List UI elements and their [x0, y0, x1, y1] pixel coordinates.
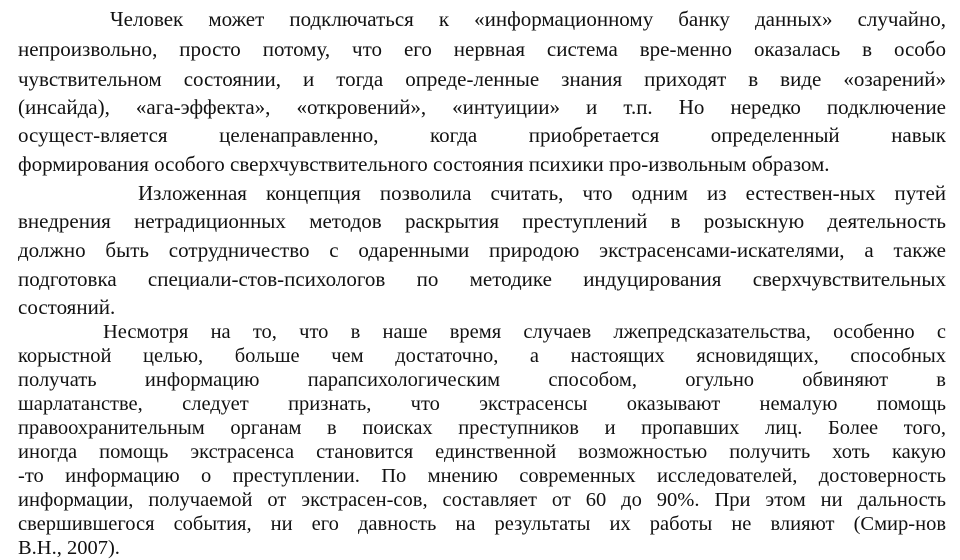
text-line: осущест-вляется целенаправленно, когда приобретается определенный навык	[18, 123, 946, 147]
text-line: правоохранительным органам в поисках преступников и пропавших лиц. Более того,	[18, 417, 946, 439]
text-line: чувствительном состоянии, и тогда опреде-ленные знания приходят в виде «озарений»	[18, 67, 946, 91]
text-line: подготовка специали-стов-психологов по методике индуцирования сверхчувствительных	[18, 267, 946, 291]
text-line: (инсайда), «ага-эффекта», «откровений», «интуиции» и т.п. Но нередко подключение	[18, 95, 946, 119]
text-line: В.Н., 2007).	[18, 537, 120, 559]
text-line: свершившегося события, ни его давность на результаты их работы не влияют (Смир-нов	[18, 513, 946, 535]
text-line: -то информацию о преступлении. По мнению современных исследователей, достоверность	[18, 465, 946, 487]
text-line: состояний.	[18, 295, 116, 319]
text-line: получать информацию парапсихологическим способом, огульно обвиняют в	[18, 369, 946, 391]
text-line: Изложенная концепция позволила считать, что одним из естествен-ных путей	[138, 181, 946, 205]
text-line: корыстной целью, больше чем достаточно, а настоящих ясновидящих, способных	[18, 345, 946, 367]
text-line: должно быть сотрудничество с одаренными природою экстрасенсами-искателями, а также	[18, 238, 946, 262]
text-line: непроизвольно, просто потому, что его нервная система вре-менно оказалась в особо	[18, 37, 946, 61]
text-line: иногда помощь экстрасенса становится единственной возможностью получить хоть какую	[18, 441, 946, 463]
text-line: Человек может подключаться к «информационному банку данных» случайно,	[110, 7, 946, 31]
text-line: внедрения нетрадиционных методов раскрытия преступлений в розыскную деятельность	[18, 209, 946, 233]
text-line: формирования особого сверхчувствительного состояния психики про-извольным образом.	[18, 152, 830, 176]
text-line: Несмотря на то, что в наше время случаев лжепредсказательства, особенно с	[103, 321, 946, 343]
text-line: информации, получаемой от экстрасен-сов, составляет от 60 до 90%. При этом ни дальность	[18, 489, 946, 511]
text-line: шарлатанстве, следует признать, что экстрасенсы оказывают немалую помощь	[18, 393, 946, 415]
